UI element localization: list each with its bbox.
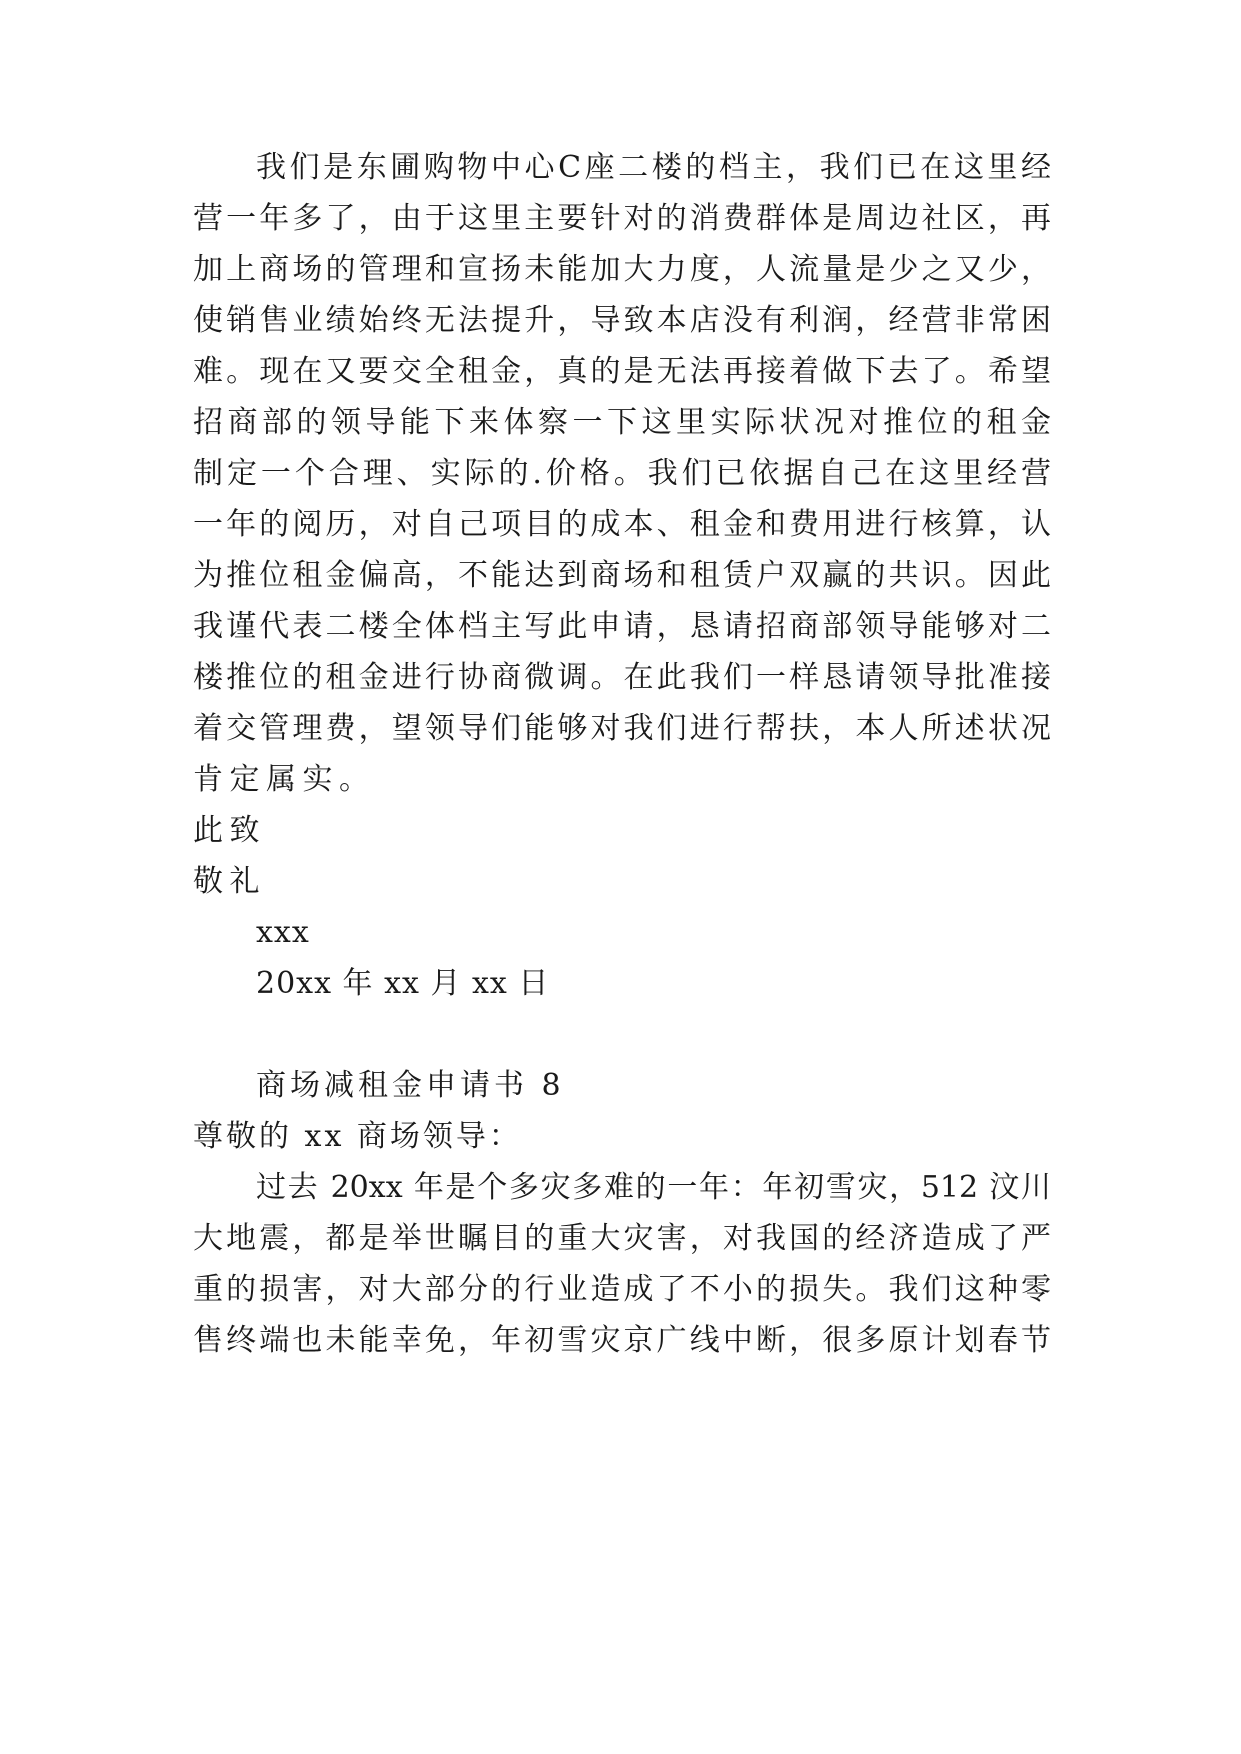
section-title: 商场减租金申请书 8: [256, 1068, 565, 1103]
paragraph-line: 楼推位的租金进行协商微调。在此我们一样恳请领导批准接: [193, 660, 1051, 695]
paragraph-line: 售终端也未能幸免，年初雪灾京广线中断，很多原计划春节: [193, 1323, 1051, 1358]
paragraph-line: 着交管理费，望领导们能够对我们进行帮扶，本人所述状况: [193, 711, 1051, 746]
paragraph-line: 招商部的领导能下来体察一下这里实际状况对推位的租金: [193, 405, 1051, 440]
closing-jingli: 敬礼: [193, 864, 266, 899]
paragraph-line: 难。现在又要交全租金，真的是无法再接着做下去了。希望: [193, 354, 1051, 389]
closing-cizhi: 此致: [193, 813, 266, 848]
paragraph-line: 为推位租金偏高，不能达到商场和租赁户双赢的共识。因此: [193, 558, 1051, 593]
signature: xxx: [256, 915, 310, 950]
paragraph-line: 大地震，都是举世瞩目的重大灾害，对我国的经济造成了严: [193, 1221, 1051, 1256]
salutation: 尊敬的 xx 商场领导：: [193, 1119, 522, 1154]
paragraph-line: 使销售业绩始终无法提升，导致本店没有利润，经营非常困: [193, 303, 1051, 338]
paragraph-line: 过去 20xx 年是个多灾多难的一年：年初雪灾，512 汶川: [256, 1170, 1051, 1205]
date: 20xx 年 xx 月 xx 日: [256, 966, 550, 1001]
paragraph-line: 制定一个合理、实际的.价格。我们已依据自己在这里经营: [193, 456, 1051, 491]
paragraph-line: 一年的阅历，对自己项目的成本、租金和费用进行核算，认: [193, 507, 1051, 542]
paragraph-line: 我们是东圃购物中心C座二楼的档主，我们已在这里经: [256, 150, 1051, 185]
paragraph-line: 加上商场的管理和宣扬未能加大力度，人流量是少之又少，: [193, 252, 1051, 287]
paragraph-line: 我谨代表二楼全体档主写此申请，恳请招商部领导能够对二: [193, 609, 1051, 644]
paragraph-line: 肯定属实。: [193, 762, 376, 797]
paragraph-line: 营一年多了，由于这里主要针对的消费群体是周边社区，再: [193, 201, 1051, 236]
paragraph-line: 重的损害，对大部分的行业造成了不小的损失。我们这种零: [193, 1272, 1051, 1307]
